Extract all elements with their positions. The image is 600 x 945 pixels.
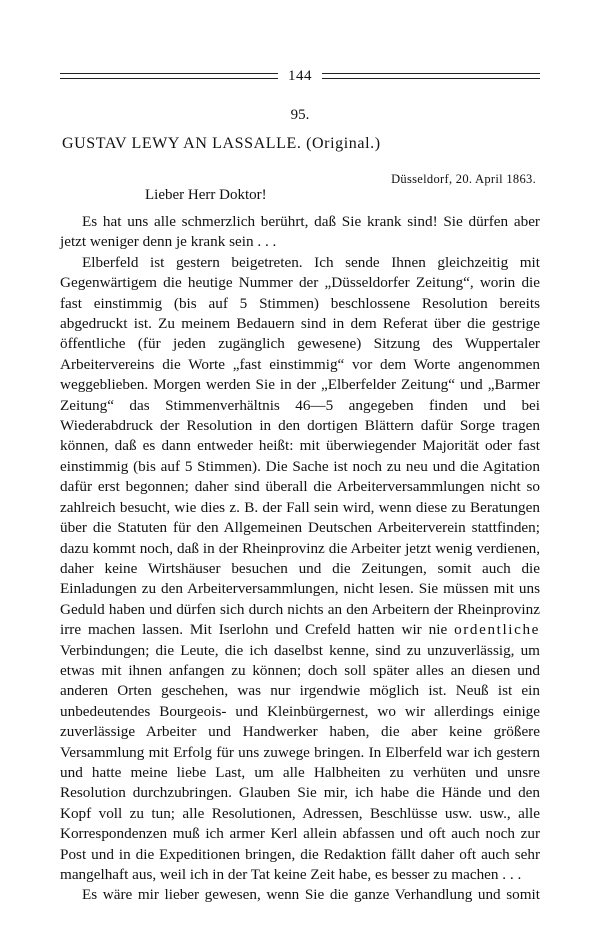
- letter-body: [60, 212, 540, 906]
- paragraph-text: Elberfeld ist gestern beigetreten. Ich sende Ihnen gleichzeitig mit Gegenwärtigem die heutige Nummer der „Düsseldorfer Zeitung“, worin die fast einstimmig (bis auf 5 Stimmen) beschlossene Resolution bereits abgedruckt ist. Zu meinem Bedauern sind in dem Referat über die gestrige öffentliche (für jeden zugänglich gewesene) Sitzung des Wuppertaler Arbeitervereins die Worte „fast einstimmig“ vor dem Worte angenommen weggeblieben. Morgen werden Sie in der „Elberfelder Zeitung“ und „Barmer Zeitung“ das Stimmenverhältnis 46—5 angegeben finden und bei Wiederabdruck der Resolution in den dortigen Blättern dafür Sorge tragen können, daß es dann entweder heißt: mit überwiegender Majorität oder fast einstimmig (bis auf 5 Stimmen). Die Sache ist noch zu neu und die Agitation dafür erst begonnen; daher sind überall die Arbeiterversammlungen nicht so zahlreich besucht, wie dies z. B. der Fall sein wird, wenn diese zu Beratungen über die Statuten für den Allgemeinen Deutschen Arbeiterverein stattfinden; dazu kommt noch, daß in der Rheinprovinz die Arbeiter jetzt wenig verdienen, daher keine Wirtshäuser besuchen und die Zeitungen, somit auch die Einladungen zu den Arbeiterversammlungen, nicht lesen. Sie müssen mit uns Geduld haben und dürfen sich durch nichts an den Arbeitern der Rheinprovinz irre machen lassen. Mit Iserlohn und Crefeld hatten wir nie: [60, 253, 540, 639]
- header-rule-left: [60, 73, 278, 79]
- paragraph-3: [60, 885, 540, 905]
- page-number: 144: [288, 67, 312, 84]
- paragraph-2: [60, 253, 540, 886]
- emphasized-word: ordentliche: [454, 621, 540, 639]
- paragraph-text: Es wäre mir lieber gewesen, wenn Sie die ganze Verhandlung und somit: [82, 886, 540, 904]
- letter-number: 95.: [290, 107, 310, 123]
- letter-title: GUSTAV LEWY AN LASSALLE. (Original.): [62, 135, 381, 152]
- letter-dateline: Düsseldorf, 20. April 1863.: [391, 172, 536, 186]
- paragraph-text: Es hat uns alle schmerzlich berührt, daß Sie krank sind! Sie dürfen aber jetzt weniger denn je krank sein . . .: [60, 213, 540, 251]
- paragraph-text: Verbindungen; die Leute, die ich daselbst kenne, sind zu unzuverlässig, um etwas mit ihnen anfangen zu können; doch soll später alles an diesen und anderen Orten geschehen, was nur irgendwie möglich ist. Neuß ist ein unbedeutendes Bourgeois- und Kleinbürgernest, wo wir allerdings einige zuverlässige Arbeiter und Handwerker haben, die aber keine größere Versammlung mit Erfolg für uns zuwege bringen. In Elberfeld war ich gestern und hatte meine liebe Last, um alle Halbheiten zu verhüten und unsre Resolution durchzubringen. Glauben Sie mir, ich habe die Hände und den Kopf voll zu tun; alle Resolutionen, Adressen, Beschlüsse usw. usw., alle Korrespondenzen muß ich armer Kerl allein abfassen und oft auch noch zur Post und in die Expeditionen bringen, die Redaktion fällt daher oft auch sehr mangelhaft aus, weil ich in der Tat keine Zeit habe, es besser zu machen . . .: [60, 641, 540, 883]
- paragraph-1: [60, 212, 540, 253]
- letter-salutation: Lieber Herr Doktor!: [145, 187, 267, 203]
- header-rule-right: [322, 73, 540, 79]
- page-header: [60, 64, 540, 88]
